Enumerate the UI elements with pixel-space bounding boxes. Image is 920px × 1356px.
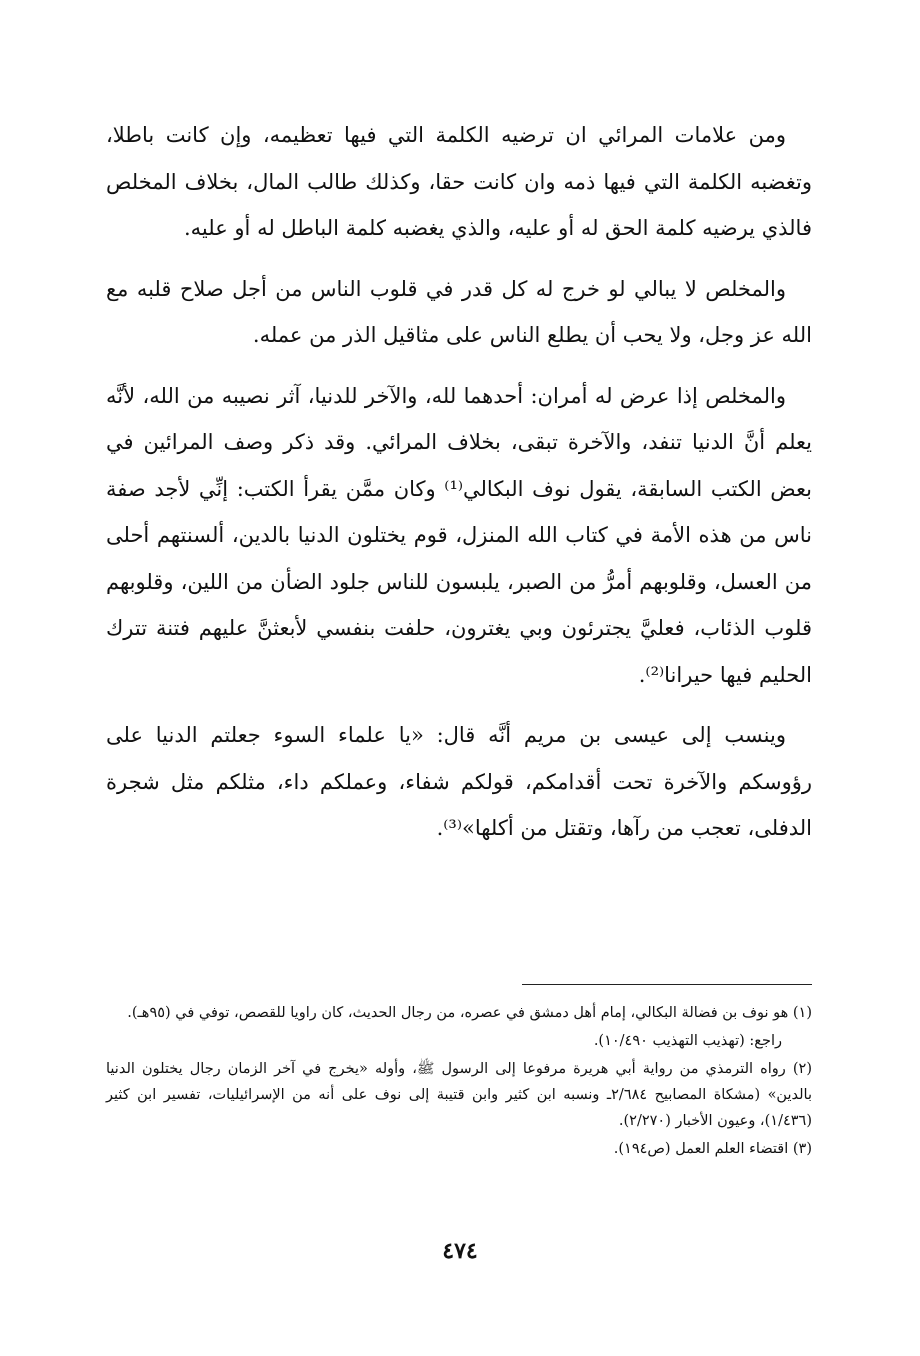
footnote-1-reference: راجع: (تهذيب التهذيب ١٠/٤٩٠). bbox=[593, 1033, 782, 1049]
footnotes bbox=[106, 1000, 812, 1164]
footnote-separator bbox=[522, 984, 812, 985]
paragraph-isa-saying: وينسب إلى عيسى بن مريم أنَّه قال: «يا علماء السوء جعلتم الدنيا على رؤوسكم والآخرة تحت أقدامكم، قولكم شفاء، وعملكم داء، مثلكم مثل شجرة الدفلى، تعجب من رآها، وتقتل من أكلها»⁽³⁾. bbox=[106, 723, 812, 840]
paragraph-signs-of-showoff: ومن علامات المرائي ان ترضيه الكلمة التي فيها تعظيمه، وإن كانت باطلا، وتغضبه الكلمة التي فيها ذمه وان كانت حقا، وكذلك طالب المال، بخلاف المخلص فالذي يرضيه كلمة الحق له أو عليه، والذي يغضبه كلمة الباطل له أو عليه. bbox=[106, 123, 812, 240]
footnote-3: (٣) اقتضاء العلم العمل (ص١٩٤). bbox=[613, 1141, 812, 1157]
main-text bbox=[106, 112, 812, 866]
footnote-1: (١) هو نوف بن فضالة البكالي، إمام أهل دمشق في عصره، من رجال الحديث، كان راويا للقصص، توفي في (٩٥هـ). bbox=[127, 1005, 812, 1021]
footnote-2: (٢) رواه الترمذي من رواية أبي هريرة مرفوعا إلى الرسول ﷺ، وأوله «يخرج في آخر الزمان رجال يختلون الدنيا بالدين» (مشكاة المصابيح ٢/٦٨٤ـ ونسبه ابن كثير وابن قتيبة إلى نوف على أنه من الإسرائيليات، تفسير ابن كثير (١/٤٣٦)، وعيون الأخبار (٢/٢٧٠). bbox=[106, 1061, 812, 1129]
paragraph-sincere-indifference: والمخلص لا يبالي لو خرج له كل قدر في قلوب الناس من أجل صلاح قلبه مع الله عز وجل، ولا يحب أن يطلع الناس على مثاقيل الذر من عمله. bbox=[106, 276, 812, 347]
page-number: ٤٧٤ bbox=[442, 1238, 478, 1264]
paragraph-two-matters: والمخلص إذا عرض له أمران: أحدهما لله، والآخر للدنيا، آثر نصيبه من الله، لأنَّه يعلم أنَّ الدنيا تنفد، والآخرة تبقى، بخلاف المرائي. وقد ذكر وصف المرائين في بعض الكتب السابقة، يقول نوف البكالي⁽¹⁾ وكان ممَّن يقرأ الكتب: إنِّي لأجد صفة ناس من هذه الأمة في كتاب الله المنزل، قوم يختلون الدنيا بالدين، ألسنتهم أحلى من العسل، وقلوبهم أمرُّ من الصبر، يلبسون للناس جلود الضأن من اللين، وقلوبهم قلوب الذئاب، فعليَّ يجترئون وبي يغترون، حلفت بنفسي لأبعثنَّ عليهم فتنة تترك الحليم فيها حيرانا⁽²⁾. bbox=[106, 383, 813, 687]
